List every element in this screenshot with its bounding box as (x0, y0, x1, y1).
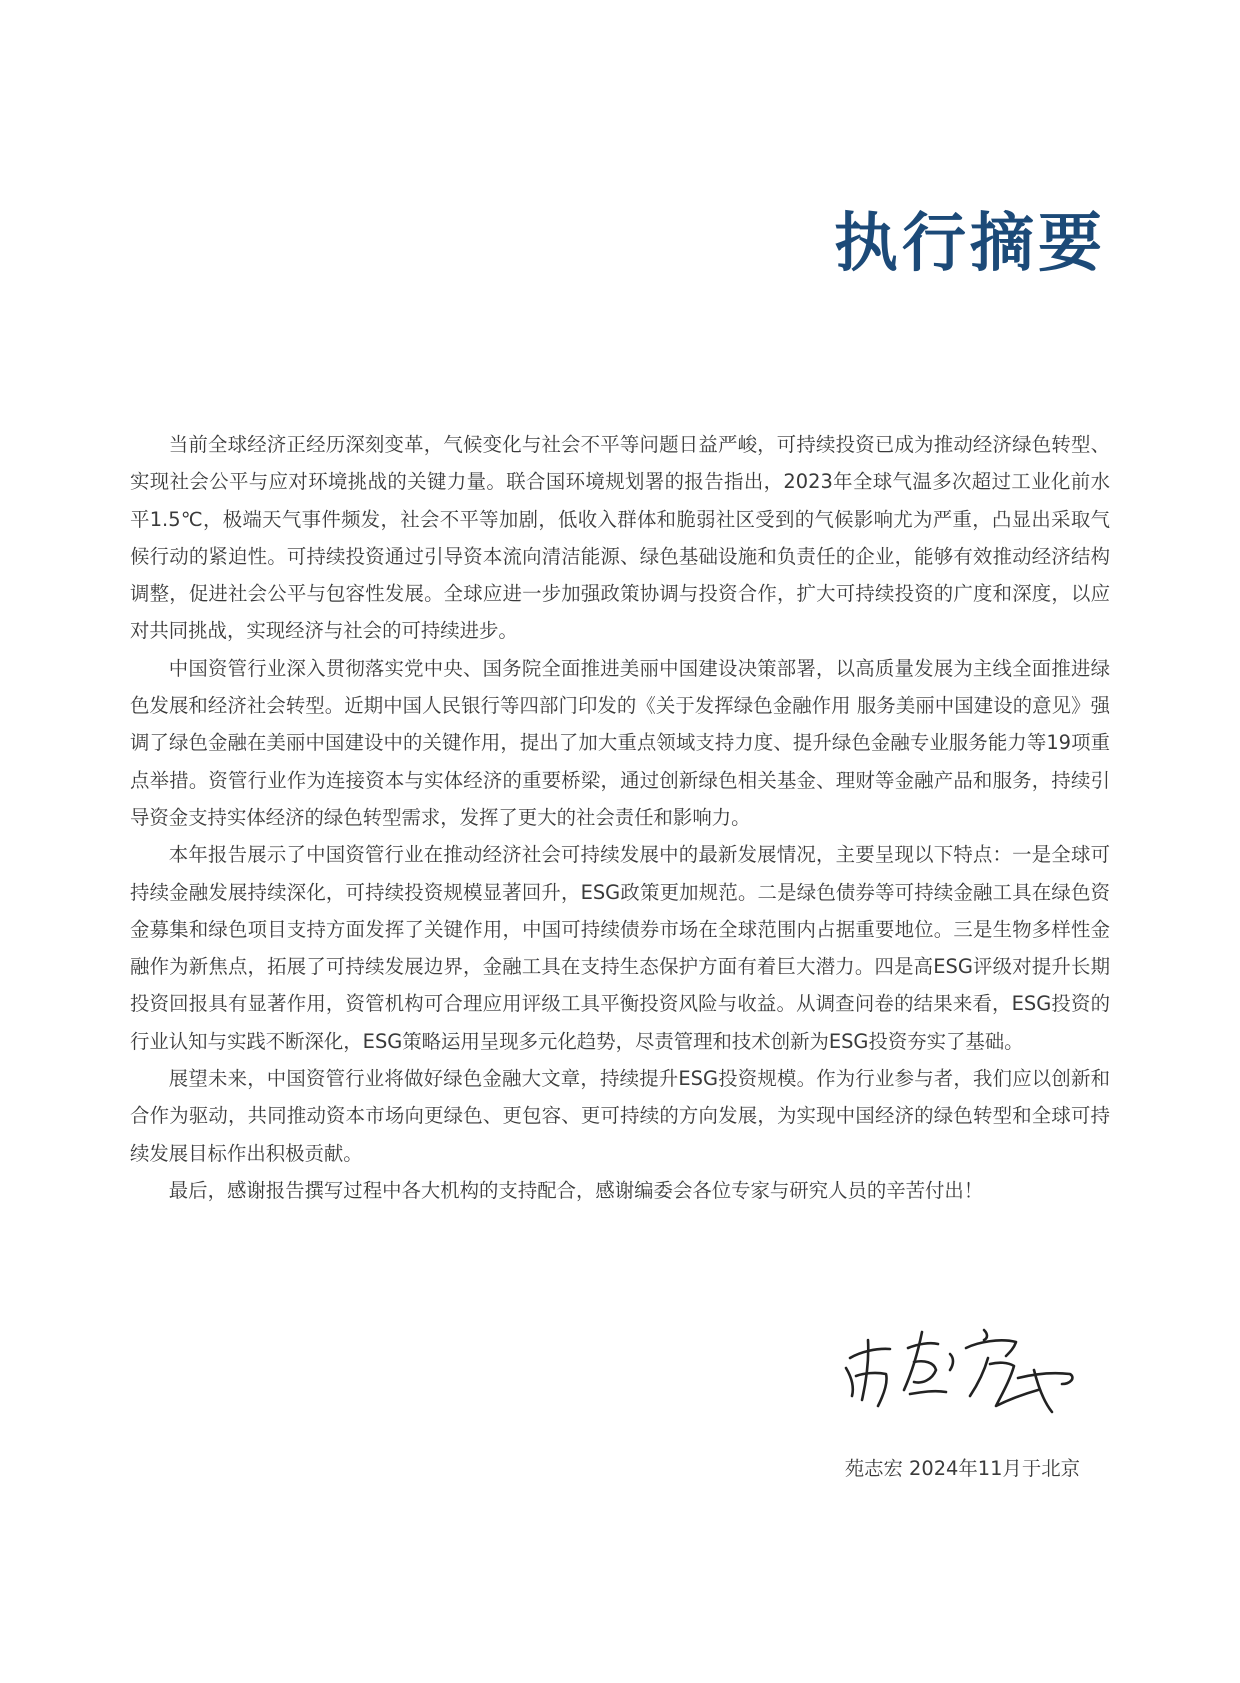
paragraph-4: 展望未来，中国资管行业将做好绿色金融大文章，持续提升ESG投资规模。作为行业参与者，我们应以创新和合作为驱动，共同推动资本市场向更绿色、更包容、更可持续的方向发展，为实现中国经济的绿色转型和全球可持续发展目标作出积极贡献。 (130, 1067, 1110, 1165)
handwritten-signature (838, 1318, 1088, 1428)
body-text (130, 426, 1110, 1209)
paragraph-3: 本年报告展示了中国资管行业在推动经济社会可持续发展中的最新发展情况，主要呈现以下特点：一是全球可持续金融发展持续深化，可持续投资规模显著回升，ESG政策更加规范。二是绿色债券等可持续金融工具在绿色资金募集和绿色项目支持方面发挥了关键作用，中国可持续债券市场在全球范围内占据重要地位。三是生物多样性金融作为新焦点，拓展了可持续发展边界，金融工具在支持生态保护方面有着巨大潜力。四是高ESG评级对提升长期投资回报具有显著作用，资管机构可合理应用评级工具平衡投资风险与收益。从调查问卷的结果来看，ESG投资的行业认知与实践不断深化，ESG策略运用呈现多元化趋势，尽责管理和技术创新为ESG投资夯实了基础。 (130, 843, 1110, 1053)
paragraph-1: 当前全球经济正经历深刻变革，气候变化与社会不平等问题日益严峻，可持续投资已成为推动经济绿色转型、实现社会公平与应对环境挑战的关键力量。联合国环境规划署的报告指出，2023年全球气温多次超过工业化前水平1.5℃，极端天气事件频发，社会不平等加剧，低收入群体和脆弱社区受到的气候影响尤为严重，凸显出采取气候行动的紧迫性。可持续投资通过引导资本流向清洁能源、绿色基础设施和负责任的企业，能够有效推动经济结构调整，促进社会公平与包容性发展。全球应进一步加强政策协调与投资合作，扩大可持续投资的广度和深度，以应对共同挑战，实现经济与社会的可持续进步。 (130, 433, 1110, 643)
signoff-line: 苑志宏 2024年11月于北京 (844, 1457, 1080, 1480)
paragraph-2: 中国资管行业深入贯彻落实党中央、国务院全面推进美丽中国建设决策部署，以高质量发展为主线全面推进绿色发展和经济社会转型。近期中国人民银行等四部门印发的《关于发挥绿色金融作用 服务美丽中国建设的意见》强调了绿色金融在美丽中国建设中的关键作用，提出了加大重点领域支持力度、提升绿色金融专业服务能力等19项重点举措。资管行业作为连接资本与实体经济的重要桥梁，通过创新绿色相关基金、理财等金融产品和服务，持续引导资金支持实体经济的绿色转型需求，发挥了更大的社会责任和影响力。 (130, 656, 1110, 829)
page-title: 执行摘要 (834, 207, 1106, 281)
paragraph-5: 最后，感谢报告撰写过程中各大机构的支持配合，感谢编委会各位专家与研究人员的辛苦付出！ (168, 1178, 984, 1202)
